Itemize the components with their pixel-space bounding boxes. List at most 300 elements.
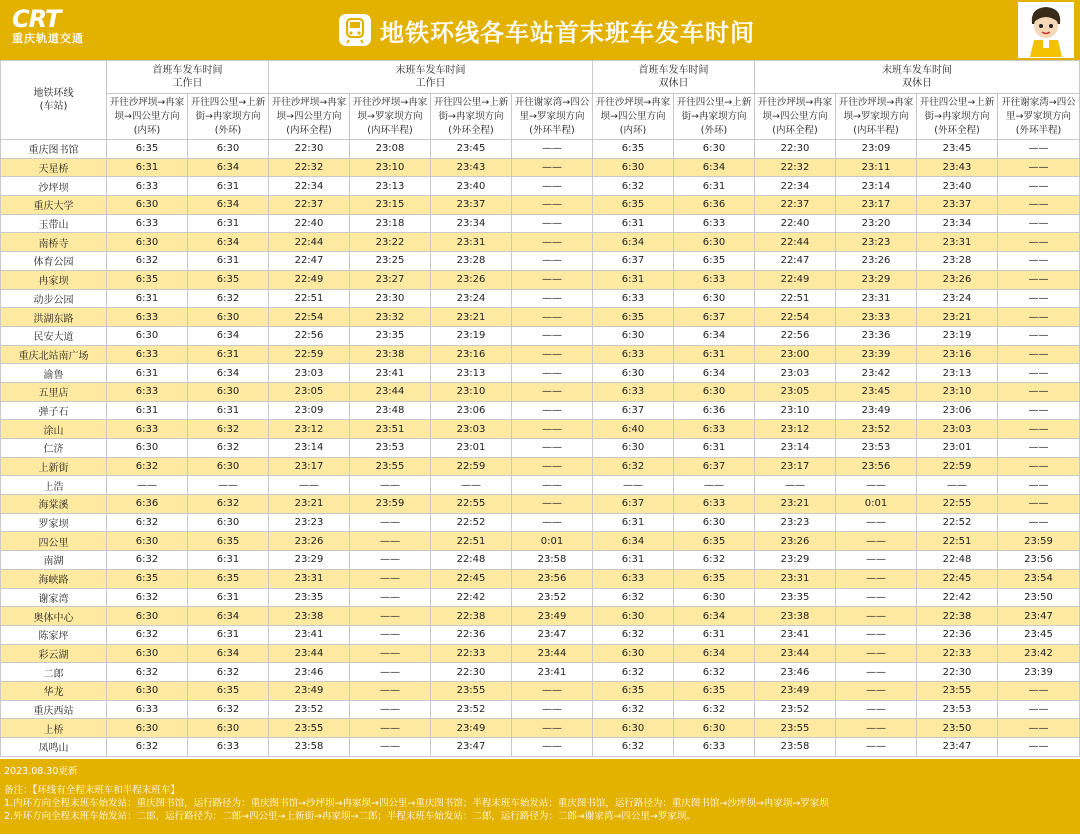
station-name: 五里店	[1, 382, 107, 401]
time-cell: ——	[350, 625, 431, 644]
station-name: 渝鲁	[1, 364, 107, 383]
time-cell: 23:06	[917, 401, 998, 420]
time-cell: 23:45	[998, 625, 1080, 644]
time-cell: ——	[350, 681, 431, 700]
station-name: 上新街	[1, 457, 107, 476]
time-cell: ——	[512, 495, 593, 514]
time-cell: 23:49	[431, 719, 512, 738]
time-cell: 23:17	[836, 196, 917, 215]
time-cell: 23:03	[431, 420, 512, 439]
time-cell: 6:35	[593, 196, 674, 215]
table-row	[1, 270, 1080, 289]
time-cell: 23:19	[917, 326, 998, 345]
time-cell: 6:30	[107, 196, 188, 215]
time-cell: ——	[269, 476, 350, 495]
time-cell: 6:32	[188, 663, 269, 682]
time-cell: 23:47	[917, 738, 998, 757]
time-cell: 22:47	[755, 252, 836, 271]
time-cell: ——	[350, 569, 431, 588]
table-row	[1, 495, 1080, 514]
time-cell: 6:31	[188, 177, 269, 196]
time-cell: 22:52	[917, 513, 998, 532]
direction-header: 开往谢家湾→四公 里→罗家坝方向 (外环半程)	[998, 94, 1080, 140]
time-cell: 6:32	[188, 420, 269, 439]
time-cell: 6:37	[674, 308, 755, 327]
time-cell: 23:52	[512, 588, 593, 607]
time-cell: ——	[512, 177, 593, 196]
time-cell: 6:30	[188, 382, 269, 401]
time-cell: 23:21	[917, 308, 998, 327]
time-cell: 23:03	[269, 364, 350, 383]
time-cell: 22:56	[269, 326, 350, 345]
time-cell: 23:50	[917, 719, 998, 738]
time-cell: 22:40	[269, 214, 350, 233]
time-cell: 23:34	[917, 214, 998, 233]
time-cell: 6:31	[107, 158, 188, 177]
time-cell: ——	[836, 681, 917, 700]
time-cell: 6:30	[674, 513, 755, 532]
time-cell: ——	[350, 588, 431, 607]
time-cell: 22:47	[269, 252, 350, 271]
note-line: 2.外环方向全程末班车始发站：二郎，运行路径为：二郎→四公里→上新街→冉家坝→二郎；半程末班车始发站：二郎，运行路径为：二郎→谢家湾→四公里→罗家坝。	[4, 811, 696, 822]
time-cell: 23:44	[755, 644, 836, 663]
time-cell: 23:28	[917, 252, 998, 271]
time-cell: 22:56	[755, 326, 836, 345]
time-cell: 23:17	[755, 457, 836, 476]
time-cell: 23:21	[269, 495, 350, 514]
time-cell: 23:26	[917, 270, 998, 289]
time-cell: 23:46	[755, 663, 836, 682]
time-cell: 6:35	[188, 569, 269, 588]
logo-mark: CRT	[12, 5, 61, 33]
station-name: 南湖	[1, 551, 107, 570]
time-cell: ——	[350, 513, 431, 532]
time-cell: 6:30	[107, 644, 188, 663]
timetable-body	[1, 140, 1080, 757]
group-header: 末班车发车时间 双休日	[755, 61, 1080, 94]
time-cell: 22:49	[755, 270, 836, 289]
time-cell: 6:31	[674, 345, 755, 364]
time-cell: ——	[512, 457, 593, 476]
time-cell: 6:31	[188, 345, 269, 364]
time-cell: 6:31	[593, 551, 674, 570]
time-cell: 23:13	[350, 177, 431, 196]
time-cell: ——	[188, 476, 269, 495]
time-cell: 6:36	[107, 495, 188, 514]
station-name: 彩云湖	[1, 644, 107, 663]
time-cell: ——	[836, 700, 917, 719]
time-cell: 22:38	[431, 607, 512, 626]
direction-header: 开往谢家湾→四公 里→罗家坝方向 (外环半程)	[512, 94, 593, 140]
group-header: 首班车发车时间 双休日	[593, 61, 755, 94]
time-cell: 23:55	[755, 719, 836, 738]
time-cell: 6:32	[593, 588, 674, 607]
time-cell: 22:51	[431, 532, 512, 551]
time-cell: 6:30	[188, 308, 269, 327]
station-name: 洪湖东路	[1, 308, 107, 327]
update-date: 2023.08.30更新	[4, 766, 78, 777]
time-cell: 6:33	[593, 345, 674, 364]
time-cell: ——	[998, 252, 1080, 271]
time-cell: 6:33	[107, 382, 188, 401]
time-cell: 6:32	[593, 663, 674, 682]
station-name: 上桥	[1, 719, 107, 738]
time-cell: 23:44	[512, 644, 593, 663]
time-cell: 23:16	[431, 345, 512, 364]
time-cell: ——	[998, 420, 1080, 439]
time-cell: 6:30	[674, 719, 755, 738]
time-cell: ——	[512, 270, 593, 289]
time-cell: 23:41	[350, 364, 431, 383]
time-cell: 23:10	[350, 158, 431, 177]
time-cell: 6:31	[593, 214, 674, 233]
time-cell: ——	[350, 663, 431, 682]
time-cell: ——	[998, 382, 1080, 401]
time-cell: 22:44	[755, 233, 836, 252]
time-cell: 6:30	[674, 140, 755, 159]
time-cell: 23:29	[269, 551, 350, 570]
table-row	[1, 289, 1080, 308]
time-cell: 23:49	[836, 401, 917, 420]
station-name: 上浩	[1, 476, 107, 495]
time-cell: ——	[998, 439, 1080, 458]
time-cell: ——	[836, 607, 917, 626]
time-cell: 22:32	[269, 158, 350, 177]
station-name: 谢家湾	[1, 588, 107, 607]
time-cell: ——	[998, 457, 1080, 476]
time-cell: ——	[350, 644, 431, 663]
time-cell: 6:30	[107, 233, 188, 252]
time-cell: ——	[512, 401, 593, 420]
time-cell: 6:32	[674, 551, 755, 570]
time-cell: 23:26	[836, 252, 917, 271]
time-cell: 23:18	[350, 214, 431, 233]
time-cell: 23:49	[512, 607, 593, 626]
time-cell: ——	[836, 588, 917, 607]
header-bar	[0, 0, 1080, 60]
time-cell: 23:37	[431, 196, 512, 215]
time-cell: 23:56	[998, 551, 1080, 570]
time-cell: 6:30	[593, 364, 674, 383]
time-cell: 22:48	[917, 551, 998, 570]
station-name: 重庆大学	[1, 196, 107, 215]
time-cell: 6:31	[107, 401, 188, 420]
time-cell: 6:30	[593, 439, 674, 458]
time-cell: ——	[350, 700, 431, 719]
time-cell: 23:38	[755, 607, 836, 626]
time-cell: 6:32	[593, 177, 674, 196]
station-name: 海棠溪	[1, 495, 107, 514]
time-cell: 23:22	[350, 233, 431, 252]
direction-header: 开往沙坪坝→冉家 坝→罗家坝方向 (内环半程)	[836, 94, 917, 140]
station-name: 奥体中心	[1, 607, 107, 626]
time-cell: 6:31	[188, 214, 269, 233]
time-cell: 23:26	[431, 270, 512, 289]
time-cell: ——	[836, 644, 917, 663]
time-cell: ——	[512, 233, 593, 252]
time-cell: 6:33	[593, 569, 674, 588]
time-cell: 0:01	[512, 532, 593, 551]
time-cell: 6:35	[674, 569, 755, 588]
time-cell: 22:42	[431, 588, 512, 607]
time-cell: 23:53	[836, 439, 917, 458]
time-cell: ——	[512, 476, 593, 495]
time-cell: 22:52	[431, 513, 512, 532]
time-cell: 6:34	[188, 607, 269, 626]
time-cell: 6:30	[188, 140, 269, 159]
time-cell: 6:32	[188, 439, 269, 458]
direction-header: 开往沙坪坝→冉家 坝→四公里方向 (内环)	[107, 94, 188, 140]
table-row	[1, 345, 1080, 364]
station-name: 海峡路	[1, 569, 107, 588]
time-cell: 6:33	[107, 345, 188, 364]
direction-header: 开往沙坪坝→冉家 坝→罗家坝方向 (内环半程)	[350, 94, 431, 140]
direction-header: 开往沙坪坝→冉家 坝→四公里方向 (内环全程)	[755, 94, 836, 140]
table-row	[1, 532, 1080, 551]
time-cell: 6:32	[107, 738, 188, 757]
time-cell: ——	[431, 476, 512, 495]
time-cell: 6:30	[107, 326, 188, 345]
time-cell: 23:29	[755, 551, 836, 570]
time-cell: 6:30	[674, 588, 755, 607]
table-row	[1, 326, 1080, 345]
time-cell: 6:37	[593, 495, 674, 514]
time-cell: 22:30	[431, 663, 512, 682]
time-cell: 6:31	[107, 289, 188, 308]
station-name: 凤鸣山	[1, 738, 107, 757]
station-name: 弹子石	[1, 401, 107, 420]
time-cell: 6:35	[107, 140, 188, 159]
time-cell: 23:23	[755, 513, 836, 532]
time-cell: 6:35	[107, 569, 188, 588]
time-cell: ——	[512, 382, 593, 401]
time-cell: 23:08	[350, 140, 431, 159]
direction-header: 开往沙坪坝→冉家 坝→四公里方向 (内环全程)	[269, 94, 350, 140]
time-cell: 6:30	[674, 233, 755, 252]
time-cell: 22:30	[755, 140, 836, 159]
time-cell: ——	[350, 607, 431, 626]
time-cell: 6:34	[674, 158, 755, 177]
station-name: 重庆图书馆	[1, 140, 107, 159]
time-cell: 22:44	[269, 233, 350, 252]
time-cell: ——	[998, 700, 1080, 719]
time-cell: 23:17	[269, 457, 350, 476]
time-cell: ——	[350, 551, 431, 570]
time-cell: 23:03	[755, 364, 836, 383]
time-cell: 6:31	[188, 588, 269, 607]
time-cell: 22:38	[917, 607, 998, 626]
time-cell: 6:32	[107, 252, 188, 271]
station-name: 四公里	[1, 532, 107, 551]
time-cell: 6:30	[674, 289, 755, 308]
time-cell: 23:55	[269, 719, 350, 738]
time-cell: 23:56	[836, 457, 917, 476]
time-cell: 22:51	[917, 532, 998, 551]
time-cell: 23:05	[269, 382, 350, 401]
time-cell: ——	[512, 700, 593, 719]
station-name: 沙坪坝	[1, 177, 107, 196]
table-row	[1, 158, 1080, 177]
time-cell: ——	[998, 214, 1080, 233]
time-cell: ——	[917, 476, 998, 495]
time-cell: 23:09	[836, 140, 917, 159]
time-cell: 6:33	[674, 738, 755, 757]
time-cell: 23:10	[917, 382, 998, 401]
time-cell: ——	[836, 625, 917, 644]
time-cell: 0:01	[836, 495, 917, 514]
time-cell: 23:24	[917, 289, 998, 308]
time-cell: 23:31	[755, 569, 836, 588]
group-header: 末班车发车时间 工作日	[269, 61, 593, 94]
time-cell: 23:03	[917, 420, 998, 439]
station-name: 重庆北站南广场	[1, 345, 107, 364]
time-cell: 23:26	[755, 532, 836, 551]
time-cell: 23:37	[917, 196, 998, 215]
time-cell: 6:33	[674, 214, 755, 233]
table-row	[1, 252, 1080, 271]
table-row	[1, 513, 1080, 532]
time-cell: ——	[998, 345, 1080, 364]
time-cell: 22:59	[269, 345, 350, 364]
time-cell: 6:32	[593, 625, 674, 644]
table-row	[1, 625, 1080, 644]
time-cell: ——	[350, 476, 431, 495]
table-row	[1, 719, 1080, 738]
time-cell: ——	[998, 233, 1080, 252]
time-cell: 6:33	[107, 308, 188, 327]
time-cell: 6:33	[674, 495, 755, 514]
time-cell: 22:59	[917, 457, 998, 476]
time-cell: 6:35	[674, 532, 755, 551]
time-cell: 23:49	[755, 681, 836, 700]
time-cell: ——	[512, 513, 593, 532]
time-cell: 6:31	[674, 625, 755, 644]
time-cell: 6:32	[593, 700, 674, 719]
time-cell: 23:32	[350, 308, 431, 327]
time-cell: ——	[512, 719, 593, 738]
time-cell: 22:45	[431, 569, 512, 588]
time-cell: 6:30	[107, 607, 188, 626]
note-line: 备注：【环线有全程末班车和半程末班车】	[4, 785, 180, 796]
time-cell: 6:33	[107, 420, 188, 439]
time-cell: ——	[512, 420, 593, 439]
time-cell: 22:49	[269, 270, 350, 289]
station-name: 民安大道	[1, 326, 107, 345]
time-cell: ——	[998, 308, 1080, 327]
direction-header: 开往四公里→上新 街→冉家坝方向 (外环全程)	[431, 94, 512, 140]
time-cell: 23:40	[917, 177, 998, 196]
table-row	[1, 476, 1080, 495]
time-cell: ——	[836, 569, 917, 588]
time-cell: ——	[836, 738, 917, 757]
time-cell: 23:41	[269, 625, 350, 644]
time-cell: 22:33	[917, 644, 998, 663]
station-name: 南桥寺	[1, 233, 107, 252]
time-cell: 23:38	[350, 345, 431, 364]
time-cell: ——	[512, 326, 593, 345]
time-cell: 22:34	[269, 177, 350, 196]
time-cell: 23:12	[269, 420, 350, 439]
time-cell: 23:13	[431, 364, 512, 383]
time-cell: 23:11	[836, 158, 917, 177]
time-cell: ——	[998, 177, 1080, 196]
time-cell: 23:39	[998, 663, 1080, 682]
time-cell: ——	[512, 252, 593, 271]
time-cell: 23:01	[431, 439, 512, 458]
station-name: 玉带山	[1, 214, 107, 233]
time-cell: ——	[512, 289, 593, 308]
station-name: 陈家坪	[1, 625, 107, 644]
time-cell: ——	[512, 364, 593, 383]
time-cell: 6:31	[188, 625, 269, 644]
time-cell: 23:06	[431, 401, 512, 420]
time-cell: ——	[836, 532, 917, 551]
time-cell: ——	[998, 196, 1080, 215]
time-cell: 6:31	[188, 551, 269, 570]
table-row	[1, 364, 1080, 383]
time-cell: 22:37	[755, 196, 836, 215]
time-cell: 6:34	[674, 607, 755, 626]
station-name: 罗家坝	[1, 513, 107, 532]
time-cell: 23:46	[269, 663, 350, 682]
time-cell: 23:47	[512, 625, 593, 644]
time-cell: 23:56	[512, 569, 593, 588]
crt-logo	[12, 6, 108, 54]
time-cell: 6:30	[188, 513, 269, 532]
time-cell: 6:34	[188, 158, 269, 177]
time-cell: 23:39	[836, 345, 917, 364]
time-cell: 23:47	[431, 738, 512, 757]
table-row	[1, 700, 1080, 719]
mascot-icon	[1018, 2, 1074, 58]
table-row	[1, 196, 1080, 215]
time-cell: 23:05	[755, 382, 836, 401]
table-row	[1, 214, 1080, 233]
time-cell: 6:34	[674, 364, 755, 383]
time-cell: 6:37	[674, 457, 755, 476]
time-cell: 6:32	[593, 738, 674, 757]
time-cell: ——	[512, 738, 593, 757]
time-cell: 23:45	[431, 140, 512, 159]
time-cell: 22:36	[917, 625, 998, 644]
time-cell: 6:35	[107, 270, 188, 289]
time-cell: 6:34	[593, 233, 674, 252]
time-cell: 23:24	[431, 289, 512, 308]
station-name: 体育公园	[1, 252, 107, 271]
time-cell: 23:15	[350, 196, 431, 215]
time-cell: 22:30	[917, 663, 998, 682]
page-title: 地铁环线各车站首末班车发车时间	[380, 18, 755, 47]
time-cell: 23:01	[917, 439, 998, 458]
time-cell: 23:35	[755, 588, 836, 607]
time-cell: 23:40	[431, 177, 512, 196]
time-cell: ——	[512, 308, 593, 327]
time-cell: 23:10	[755, 401, 836, 420]
table-row	[1, 607, 1080, 626]
time-cell: 6:32	[188, 700, 269, 719]
time-cell: 23:13	[917, 364, 998, 383]
time-cell: 23:41	[755, 625, 836, 644]
time-cell: 23:27	[350, 270, 431, 289]
time-cell: 6:31	[593, 270, 674, 289]
time-cell: 6:30	[188, 457, 269, 476]
time-cell: 23:43	[917, 158, 998, 177]
time-cell: 22:55	[917, 495, 998, 514]
time-cell: 23:49	[269, 681, 350, 700]
time-cell: 6:36	[674, 401, 755, 420]
direction-header: 开往沙坪坝→冉家 坝→四公里方向 (内环)	[593, 94, 674, 140]
table-row	[1, 644, 1080, 663]
